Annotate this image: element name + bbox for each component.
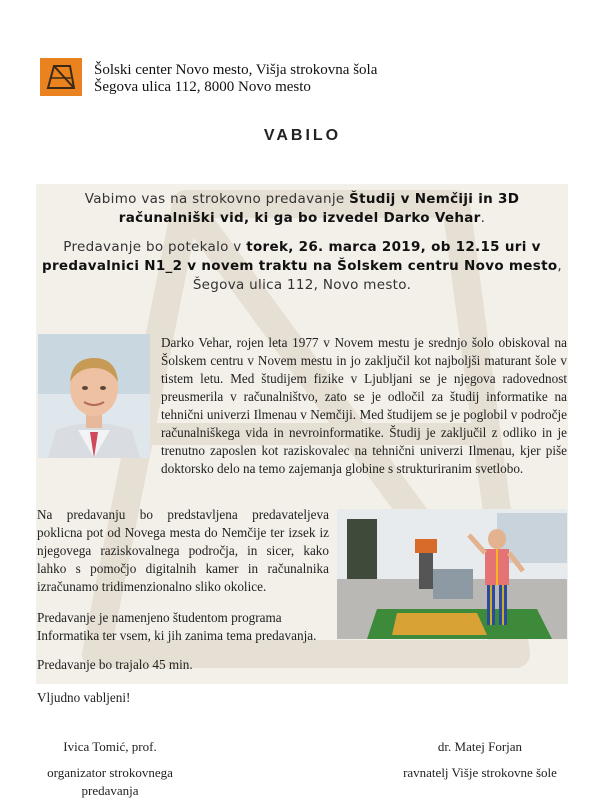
lecture-title: Študij v Nemčiji in 3D računalniški vid, ki ga bo izvedel Darko Vehar (118, 191, 520, 226)
school-logo (40, 58, 82, 96)
intro-text: Vabimo vas na strokovno predavanje (84, 191, 350, 207)
signature-right (380, 738, 580, 782)
school-logo-icon (40, 58, 82, 96)
audience-paragraph: Predavanje je namenjeno študentom programa Informatika ter vsem, ki jih zanima tema predavanja. (37, 610, 317, 643)
school-street: Šegova ulica 112, 8000 Novo mesto (94, 79, 311, 95)
page-title: VABILO (263, 127, 342, 144)
intro-paragraph-1 (40, 190, 564, 228)
duration-paragraph: Predavanje bo trajalo 45 min. (37, 657, 193, 672)
signature-left (20, 738, 200, 800)
speaker-photo (38, 334, 150, 458)
speaker-bio: Darko Vehar, rojen leta 1977 v Novem mestu je srednjo šolo obiskoval na Šolskem centru v Novem mestu in jo zaključil kot najboljši maturant šole v tistem letu. Med študijem fizike v Ljubljani se je njegova radovednost preusmerila v računalništvo, zato se je odločil za študij informatike na tehnični univerzi Ilmenau v Nemčiji. Med študijem se je poglobil v področje računalniškega vida in nevroinformatike. Študij je zaključil z odliko in je trenutno zaposlen kot raziskovalec na tehnični univerzi Ilmenau, kjer piše doktorsko delo na temo zajemanja globine s strukturiranim svetlobo. (161, 335, 567, 476)
time-and-place: torek, 26. marca 2019, ob 12.15 uri v predavalnici N1_2 v novem traktu na Šolskem centru Novo mesto (41, 239, 558, 274)
lab-photo (337, 509, 567, 639)
organizer-name: Ivica Tomić, prof. (63, 739, 157, 754)
organizer-role: organizator strokovnega (47, 765, 173, 780)
director-role: ravnatelj Višje strokovne šole (403, 765, 557, 780)
organizer-role-2: predavanja (81, 783, 139, 798)
address-text: , Šegova ulica 112, Novo mesto. (192, 258, 562, 293)
director-name: dr. Matej Forjan (437, 739, 523, 754)
intro-paragraph-2 (40, 238, 564, 295)
time-text: Predavanje bo potekalo v (63, 239, 247, 255)
closing-text: Vljudno vabljeni! (37, 690, 131, 705)
school-name: Šolski center Novo mesto, Višja strokovna šola (94, 62, 378, 78)
intro-text-end: . (480, 210, 486, 226)
lecture-description: Na predavanju bo predstavljena predavateljeva poklicna pot od Novega mesta do Nemčije ter izsek iz njegovega raziskovalnega področja, in sicer, kako lahko s pomočjo digitalnih kamer in računalnika izračunamo tridimenzionalno sliko okolice. (37, 507, 329, 594)
school-address (94, 62, 377, 96)
